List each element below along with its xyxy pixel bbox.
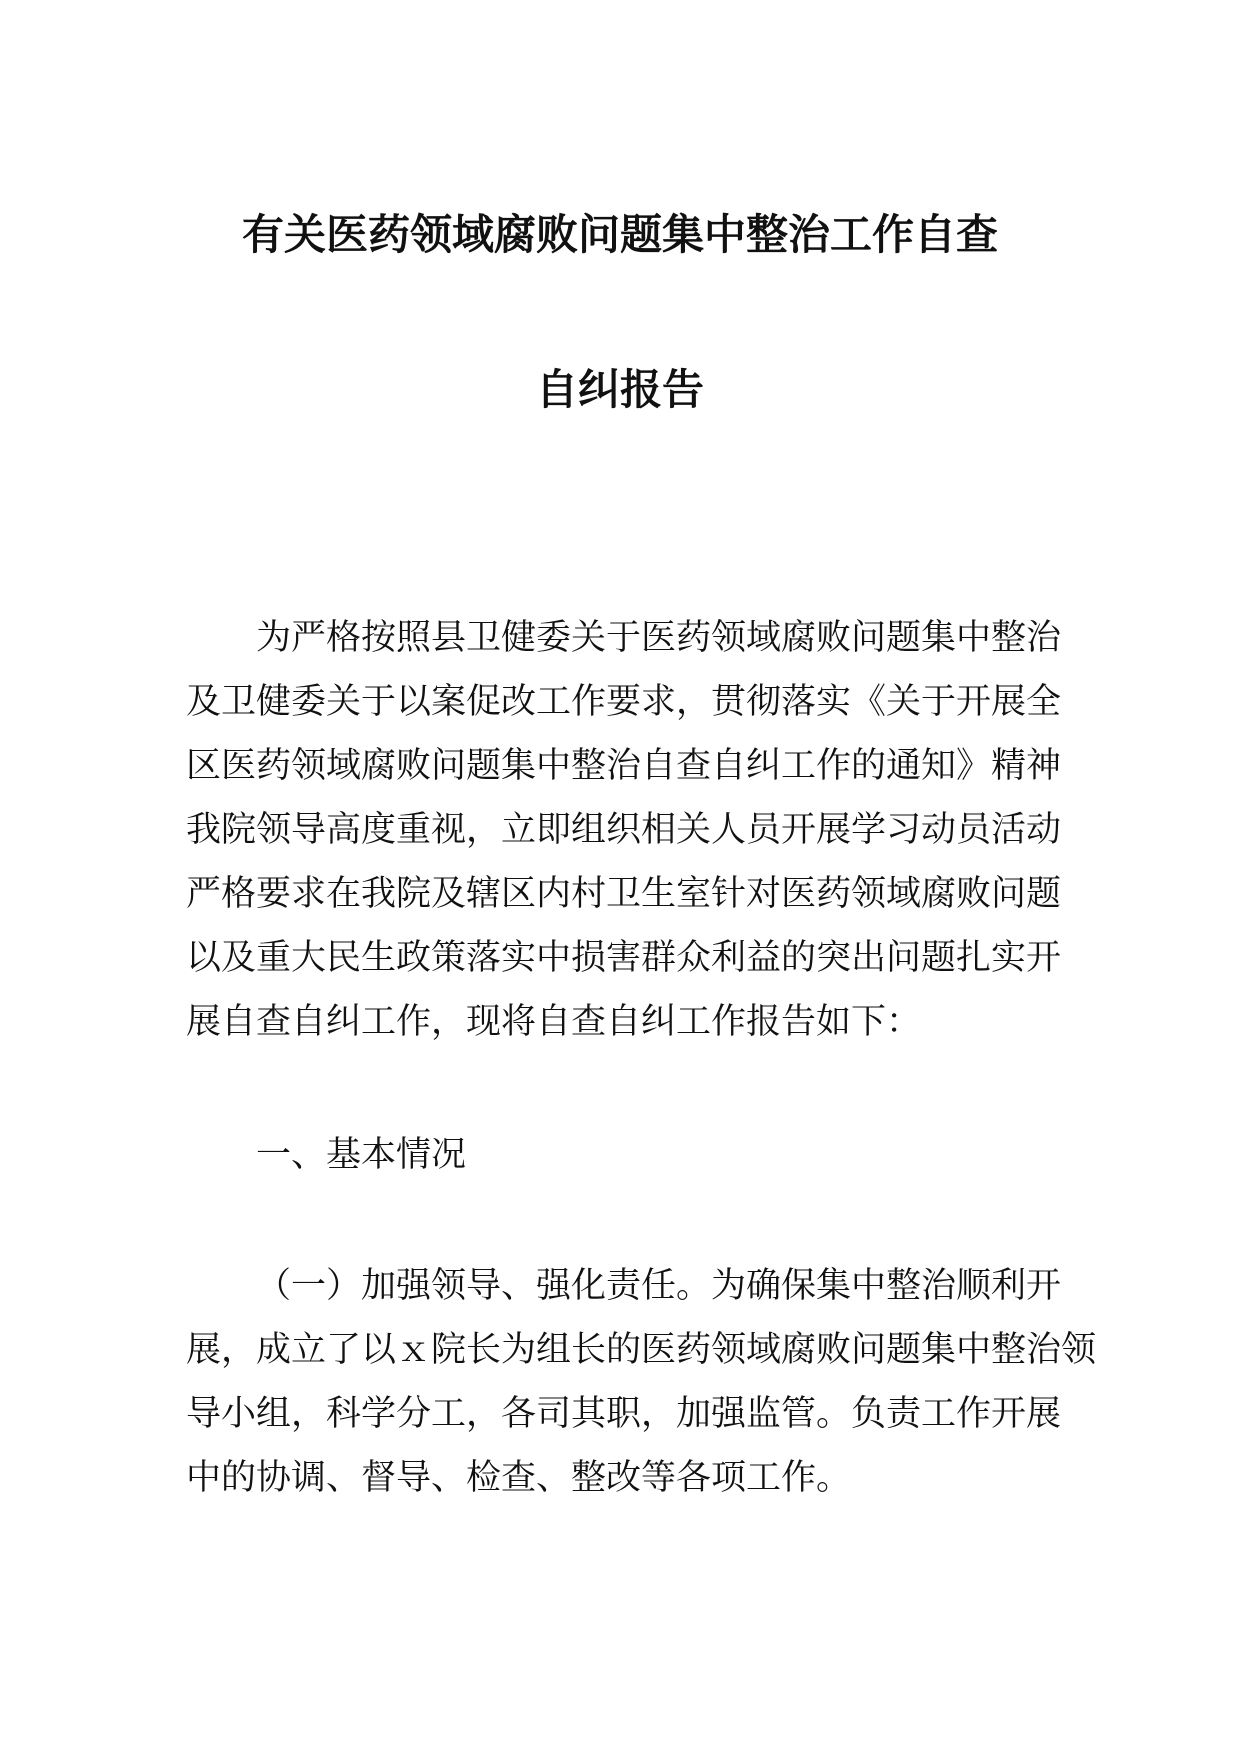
section-paragraph-line: 展，成立了以ｘ院长为组长的医药领域腐败问题集中整治领 xyxy=(186,1330,1097,1370)
intro-paragraph-line: 为严格按照县卫健委关于医药领域腐败问题集中整治 xyxy=(256,618,1062,658)
section-paragraph-line: 中的协调、督导、检查、整改等各项工作。 xyxy=(186,1458,852,1498)
intro-paragraph-line: 我院领导高度重视，立即组织相关人员开展学习动员活动 xyxy=(186,810,1062,850)
intro-paragraph-line: 以及重大民生政策落实中损害群众利益的突出问题扎实开 xyxy=(186,938,1062,978)
intro-paragraph-line: 区医药领域腐败问题集中整治自查自纠工作的通知》精神 xyxy=(186,746,1062,786)
intro-paragraph-line: 及卫健委关于以案促改工作要求，贯彻落实《关于开展全 xyxy=(186,682,1062,722)
intro-paragraph-line: 严格要求在我院及辖区内村卫生室针对医药领域腐败问题 xyxy=(186,874,1062,914)
document-title-line-1: 有关医药领域腐败问题集中整治工作自查 xyxy=(241,210,998,259)
section-paragraph-line: 导小组，科学分工，各司其职，加强监管。负责工作开展 xyxy=(186,1394,1062,1434)
section-paragraph-line: （一）加强领导、强化责任。为确保集中整治顺利开 xyxy=(256,1266,1062,1306)
intro-paragraph-line: 展自查自纠工作，现将自查自纠工作报告如下： xyxy=(186,1002,922,1042)
document-title-line-2: 自纠报告 xyxy=(535,365,704,414)
section-heading: 一、基本情况 xyxy=(256,1135,467,1175)
